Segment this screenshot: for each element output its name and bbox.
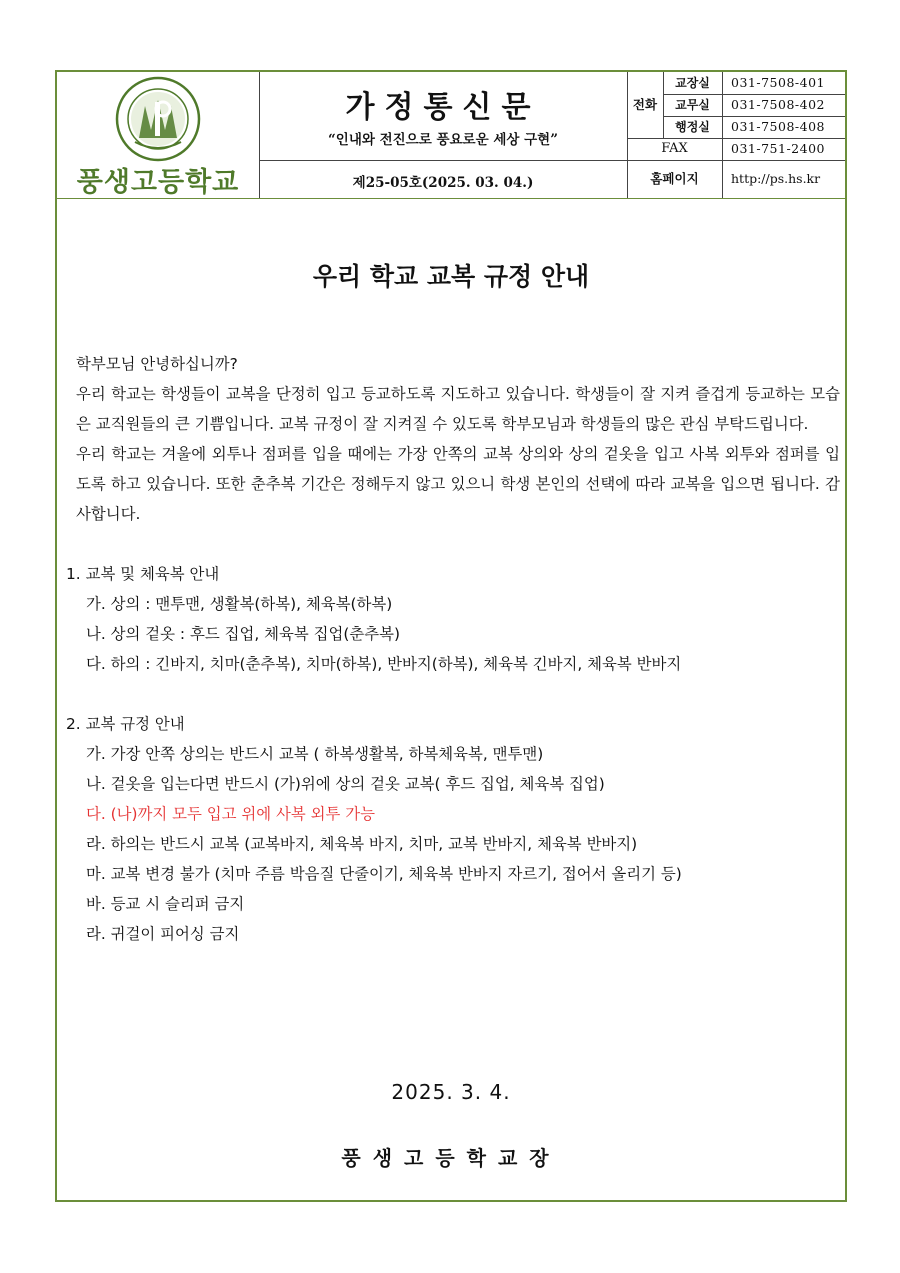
fax-number: 031-751-2400 bbox=[731, 141, 825, 156]
list-item: 나. 겉옷을 입는다면 반드시 (가)위에 상의 겉옷 교복( 후드 집업, 체육복 집업) bbox=[86, 775, 605, 793]
paragraph-intro: 우리 학교는 학생들이 교복을 단정히 입고 등교하도록 지도하고 있습니다. 학생들이 잘 지켜 즐겁게 등교하는 모습은 교직원들의 큰 기쁨입니다. 교복 규정이 잘 지켜질 수 있도록 학부모님과 학생들의 많은 관심 부탁드립니다. bbox=[76, 385, 840, 433]
section-heading: 1. 교복 및 체육복 안내 bbox=[66, 565, 220, 583]
list-item: 가. 상의 : 맨투맨, 생활복(하복), 체육복(하복) bbox=[86, 595, 393, 613]
list-item: 가. 가장 안쪽 상의는 반드시 교복 ( 하복생활복, 하복체육복, 맨투맨) bbox=[86, 745, 544, 763]
phone-name-principal: 교장실 bbox=[663, 72, 723, 94]
list-item: 라. 하의는 반드시 교복 (교복바지, 체육복 바지, 치마, 교복 반바지, 체육복 반바지) bbox=[86, 835, 638, 853]
list-item: 마. 교복 변경 불가 (치마 주름 박음질 단줄이기, 체육복 반바지 자르기, 접어서 올리기 등) bbox=[86, 865, 682, 883]
school-motto: “인내와 전진으로 풍요로운 세상 구현” bbox=[328, 132, 558, 148]
newsletter-frame bbox=[55, 70, 847, 1202]
phone-number-principal: 031-7508-401 bbox=[731, 75, 825, 90]
newsletter-title: 가정통신문 bbox=[345, 90, 541, 125]
greeting: 학부모님 안녕하십니까? bbox=[76, 355, 238, 373]
list-item: 라. 귀걸이 피어싱 금지 bbox=[86, 925, 240, 943]
section-heading: 2. 교복 규정 안내 bbox=[66, 715, 185, 733]
phone-number-admin: 031-7508-408 bbox=[731, 119, 825, 134]
fax-label: FAX bbox=[627, 138, 723, 160]
list-item: 나. 상의 겉옷 : 후드 집업, 체육복 집업(춘추복) bbox=[86, 625, 400, 643]
school-name: 풍생고등학교 bbox=[76, 167, 240, 198]
issue-number: 제25-05호(2025. 03. 04.) bbox=[352, 175, 534, 191]
school-logo-cell bbox=[57, 72, 260, 198]
list-item: 바. 등교 시 슬리퍼 금지 bbox=[86, 895, 245, 913]
issue-date: 2025. 3. 4. bbox=[391, 1080, 511, 1104]
paragraph-outerwear: 우리 학교는 겨울에 외투나 점퍼를 입을 때에는 가장 안쪽의 교복 상의와 상의 겉옷을 입고 사복 외투와 점퍼를 입도록 하고 있습니다. 또한 춘추복 기간은 정해두지 않고 있으니 학생 본인의 선택에 따라 교복을 입으면 됩니다. 감사합니다. bbox=[76, 445, 840, 523]
highlighted-list-item: 다. (나)까지 모두 입고 위에 사복 외투 가능 bbox=[86, 805, 376, 823]
phone-name-admin: 행정실 bbox=[663, 116, 723, 138]
phone-number-academic: 031-7508-402 bbox=[731, 97, 825, 112]
issue-cell bbox=[259, 160, 628, 198]
newsletter-header bbox=[57, 72, 845, 199]
homepage-link[interactable]: http://ps.hs.kr bbox=[731, 171, 821, 186]
school-emblem-icon bbox=[115, 76, 201, 162]
document-title: 우리 학교 교복 규정 안내 bbox=[312, 262, 590, 291]
document-body bbox=[66, 349, 840, 949]
principal-signature: 풍생고등학교장 bbox=[341, 1146, 561, 1170]
homepage-label: 홈페이지 bbox=[627, 160, 723, 198]
phone-label: 전화 bbox=[627, 72, 664, 139]
title-cell bbox=[259, 72, 628, 161]
list-item: 다. 하의 : 긴바지, 치마(춘추복), 치마(하복), 반바지(하복), 체육복 긴바지, 체육복 반바지 bbox=[86, 655, 682, 673]
phone-name-academic: 교무실 bbox=[663, 94, 723, 116]
